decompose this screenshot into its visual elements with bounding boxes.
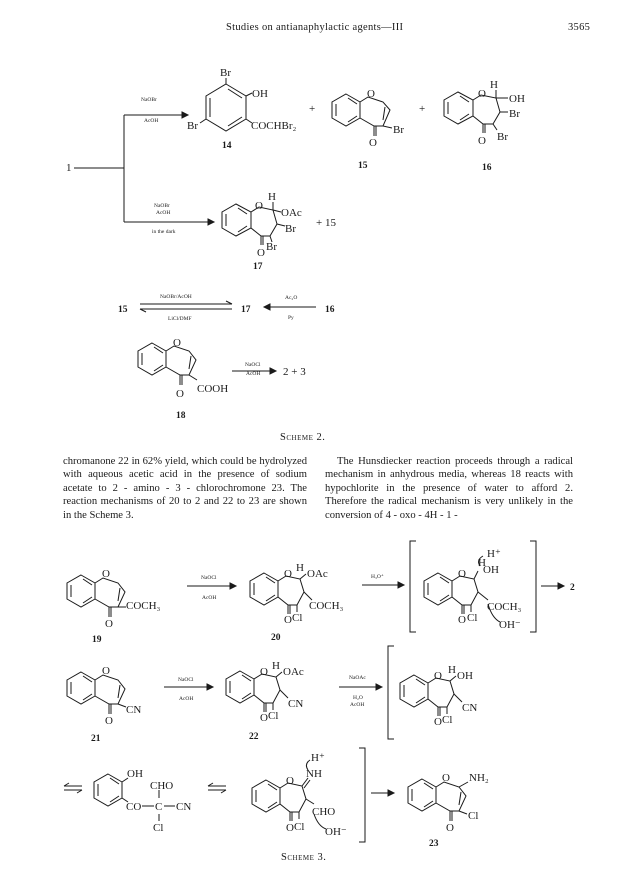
atom-label: COCHBr₂ bbox=[251, 120, 297, 132]
arrowhead bbox=[207, 684, 213, 690]
compound-number: 14 bbox=[222, 141, 232, 151]
atom-label: O bbox=[434, 716, 442, 728]
product-label: 2 + 3 bbox=[283, 366, 306, 378]
atom-label: O bbox=[369, 137, 377, 149]
bracket-left bbox=[388, 646, 394, 739]
atom-label: OH bbox=[483, 564, 499, 576]
running-title: Studies on antianaphylactic agents—III bbox=[226, 22, 404, 33]
scheme-3-caption: Scheme 3. bbox=[281, 852, 327, 863]
compound-21-structure bbox=[67, 672, 126, 714]
compound-number: 23 bbox=[429, 839, 439, 849]
arrowhead bbox=[230, 583, 236, 589]
atom-label: H bbox=[478, 557, 486, 569]
reagent-label: NaOCl bbox=[201, 575, 217, 581]
atom-label: NH bbox=[306, 768, 322, 780]
atom-label: OH bbox=[252, 88, 268, 100]
compound-number: 17 bbox=[253, 262, 263, 272]
compound-14-structure bbox=[200, 78, 252, 131]
atom-label: O bbox=[284, 614, 292, 626]
atom-label: O bbox=[446, 822, 454, 834]
compound-number: 18 bbox=[176, 411, 186, 421]
atom-label: OH bbox=[457, 670, 473, 682]
atom-label: CO bbox=[126, 801, 142, 813]
atom-label: COOH bbox=[197, 383, 229, 395]
arrowhead bbox=[388, 790, 394, 796]
atom-label: O bbox=[286, 775, 294, 787]
atom-label: H⁺ bbox=[311, 752, 325, 764]
scheme-2-caption: Scheme 2. bbox=[280, 432, 326, 443]
reagent-label: Ac₂O bbox=[285, 295, 298, 301]
plus-sign: + bbox=[419, 103, 426, 115]
reagent-label: AcOH bbox=[179, 696, 194, 702]
atom-label: OH⁻ bbox=[325, 826, 347, 838]
atom-label: H bbox=[448, 664, 456, 676]
atom-label: COCH₃ bbox=[126, 600, 161, 612]
atom-label: Cl bbox=[268, 710, 279, 722]
atom-label: O bbox=[105, 715, 113, 727]
atom-label: OH bbox=[127, 768, 143, 780]
atom-label: Br bbox=[285, 223, 296, 235]
atom-label: O bbox=[478, 88, 486, 100]
compound-18-structure bbox=[138, 343, 197, 385]
atom-label: H bbox=[296, 562, 304, 574]
compound-20-structure bbox=[250, 573, 312, 614]
atom-label: Br bbox=[187, 120, 198, 132]
atom-label: C bbox=[155, 801, 163, 813]
atom-label: CHO bbox=[150, 780, 174, 792]
scheme-2-figure bbox=[0, 0, 625, 440]
atom-label: O bbox=[105, 618, 113, 630]
atom-label: NH₂ bbox=[469, 772, 489, 784]
atom-label: O bbox=[284, 568, 292, 580]
compound-17-structure bbox=[222, 202, 285, 245]
atom-label: O bbox=[176, 388, 184, 400]
scheme-3-figure bbox=[0, 530, 625, 893]
reagent-label: LiCl/DMF bbox=[168, 316, 192, 322]
atom-label: O bbox=[257, 247, 265, 259]
atom-label: CN bbox=[462, 702, 478, 714]
reagent-label: NaOCl bbox=[245, 362, 261, 368]
atom-label: H bbox=[268, 191, 276, 203]
compound-number: 15 bbox=[358, 161, 368, 171]
compound-15-structure bbox=[332, 94, 392, 136]
atom-label: Cl bbox=[294, 821, 305, 833]
atom-label: O bbox=[434, 670, 442, 682]
atom-label: OAc bbox=[283, 666, 304, 678]
atom-label: O bbox=[442, 772, 450, 784]
compound-22-structure bbox=[226, 671, 288, 712]
atom-label: Cl bbox=[468, 810, 479, 822]
compound-number: 17 bbox=[241, 305, 251, 315]
atom-label: Br bbox=[509, 108, 520, 120]
intermediate-structure bbox=[400, 675, 462, 716]
compound-number: 16 bbox=[482, 163, 492, 173]
reagent-label: NaOBr/AcOH bbox=[160, 294, 192, 300]
text-column-right bbox=[325, 455, 573, 522]
atom-label: OH⁻ bbox=[499, 619, 521, 631]
arrowhead bbox=[558, 583, 564, 589]
atom-label: Br bbox=[393, 124, 404, 136]
compound-number: 22 bbox=[249, 732, 259, 742]
reagent-label: NaOAc bbox=[349, 675, 366, 681]
reagent-label: NaOCl bbox=[178, 677, 194, 683]
atom-label: O bbox=[367, 88, 375, 100]
atom-label: COCH₃ bbox=[309, 600, 344, 612]
atom-label: O bbox=[458, 614, 466, 626]
reagent-label: NaOBr bbox=[154, 203, 170, 209]
atom-label: Br bbox=[497, 131, 508, 143]
atom-label: O bbox=[458, 568, 466, 580]
product-label: 2 bbox=[570, 583, 575, 593]
reagent-label: Py bbox=[288, 315, 294, 321]
atom-label: CN bbox=[126, 704, 142, 716]
compound-number: 21 bbox=[91, 734, 101, 744]
atom-label: Cl bbox=[467, 612, 478, 624]
atom-label: Br bbox=[266, 241, 277, 253]
atom-label: O bbox=[255, 200, 263, 212]
bracket-left bbox=[410, 541, 416, 632]
page-number: 3565 bbox=[568, 22, 591, 33]
arrowhead bbox=[376, 684, 382, 690]
atom-label: O bbox=[173, 337, 181, 349]
atom-label: O bbox=[102, 568, 110, 580]
bracket-right bbox=[530, 541, 536, 632]
atom-label: H⁺ bbox=[487, 548, 501, 560]
atom-label: Cl bbox=[292, 612, 303, 624]
reagent-label: AcOH bbox=[246, 371, 261, 377]
text-column-left bbox=[63, 455, 307, 522]
atom-label: O bbox=[260, 712, 268, 724]
arrowhead bbox=[264, 304, 270, 310]
atom-label: Cl bbox=[442, 714, 453, 726]
paragraph: The Hunsdiecker reaction proceeds through a radical mechanism in anhydrous media, whereas 18 reacts with hypochlorite in the presence of water to afford 2. Therefore the radical mechanism is very unlikely in the conversion of 4 - oxo - 4H - 1 - bbox=[325, 456, 573, 521]
compound-number: 19 bbox=[92, 635, 102, 645]
compound-19-structure bbox=[67, 575, 126, 617]
plus-15-label: + 15 bbox=[316, 217, 336, 229]
atom-label: Br bbox=[220, 67, 231, 79]
reagent-label: H₃O⁺ bbox=[371, 574, 384, 580]
arrowhead bbox=[208, 219, 214, 225]
atom-label: CN bbox=[176, 801, 192, 813]
bracket-right bbox=[359, 748, 365, 842]
arrowhead bbox=[270, 368, 276, 374]
compound-16-structure bbox=[444, 90, 508, 133]
reagent-label: NaOBr bbox=[141, 97, 157, 103]
compound-1-label: 1 bbox=[66, 162, 72, 174]
arrowhead bbox=[398, 582, 404, 588]
atom-label: CHO bbox=[312, 806, 336, 818]
reagent-label: AcOH bbox=[350, 702, 365, 708]
atom-label: O bbox=[260, 666, 268, 678]
atom-label: OH bbox=[509, 93, 525, 105]
compound-number: 20 bbox=[271, 633, 281, 643]
atom-label: O bbox=[478, 135, 486, 147]
compound-number: 16 bbox=[325, 305, 335, 315]
atom-label: O bbox=[286, 822, 294, 834]
atom-label: H bbox=[490, 79, 498, 91]
atom-label: OAc bbox=[307, 568, 328, 580]
reagent-label: AcOH bbox=[156, 210, 171, 216]
compound-number: 15 bbox=[118, 305, 128, 315]
atom-label: COCH₃ bbox=[487, 601, 522, 613]
compound-23-structure bbox=[408, 779, 468, 821]
atom-label: OAc bbox=[281, 207, 302, 219]
plus-sign: + bbox=[309, 103, 316, 115]
reagent-label: AcOH bbox=[144, 118, 159, 124]
arrowhead bbox=[182, 112, 188, 118]
reagent-label: AcOH bbox=[202, 595, 217, 601]
atom-label: H bbox=[272, 660, 280, 672]
atom-label: CN bbox=[288, 698, 304, 710]
reagent-label: in the dark bbox=[152, 229, 176, 235]
atom-label: Cl bbox=[153, 822, 164, 834]
paragraph: chromanone 22 in 62% yield, which could be hydrolyzed with aqueous acetic acid in the presence of sodium acetate to 2 - amino - 3 - chlorochromone 23. The reaction mechanisms of 20 to 2 and 22 to 23 are shown in the Scheme 3. bbox=[63, 456, 307, 521]
atom-label: O bbox=[102, 665, 110, 677]
reagent-label: H₂O bbox=[353, 695, 363, 701]
